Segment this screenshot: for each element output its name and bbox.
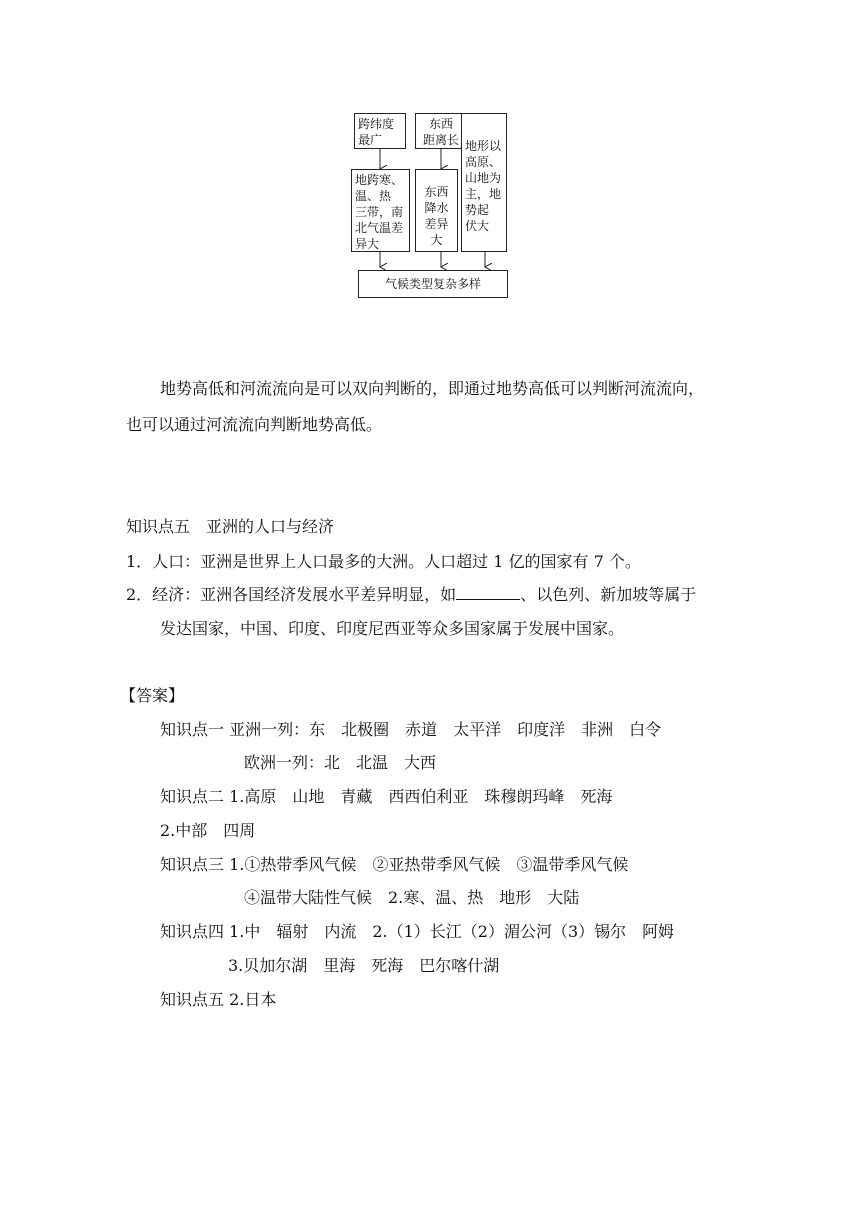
answers-heading: 【答案】 <box>120 686 185 705</box>
section-item-2-before: 2．经济：亚洲各国经济发展水平差异明显，如 <box>126 585 457 604</box>
box-eastwest: 东西 距离长 <box>415 113 467 149</box>
fill-in-blank <box>456 585 520 600</box>
box-temperature: 地跨寒、 温、热 三带，南 北气温差 异大 <box>351 169 410 252</box>
section-item-2-continued: 发达国家，中国、印度、印度尼西亚等众多国家属于发展中国家。 <box>160 619 625 638</box>
box-precipitation: 东西 降水 差异大 <box>415 169 458 252</box>
answer-k1-line-2: 欧洲一列：北 北温 大西 <box>244 753 437 772</box>
section-item-1: 1．人口：亚洲是世界上人口最多的大洲。人口超过 1 亿的国家有 7 个。 <box>126 552 641 571</box>
box-result: 气候类型复杂多样 <box>358 270 508 298</box>
answer-k5: 知识点五 2.日本 <box>160 990 277 1009</box>
answer-k1-line-1: 知识点一 亚洲一列：东 北极圈 赤道 太平洋 印度洋 非洲 白令 <box>160 720 662 739</box>
section-item-2 <box>126 585 696 605</box>
paragraph-line-2: 也可以通过河流流向判断地势高低。 <box>126 415 383 434</box>
answer-k3-line-1: 知识点三 1.①热带季风气候 ②亚热带季风气候 ③温带季风气候 <box>160 855 629 874</box>
answer-k4-line-1: 知识点四 1.中 辐射 内流 2.（1）长江（2）湄公河（3）锡尔 阿姆 <box>160 922 675 941</box>
answer-k2-line-2: 2.中部 四周 <box>160 821 256 840</box>
box-terrain: 地形以 高原、 山地为 主，地 势起 伏大 <box>461 113 507 252</box>
paragraph-line-1: 地势高低和河流流向是可以双向判断的，即通过地势高低可以判断河流流向， <box>160 379 705 398</box>
answer-k4-line-2: 3.贝加尔湖 里海 死海 巴尔喀什湖 <box>228 956 500 975</box>
section-item-2-after: 、以色列、新加坡等属于 <box>520 585 697 604</box>
answer-k2-line-1: 知识点二 1.高原 山地 青藏 西西伯利亚 珠穆朗玛峰 死海 <box>160 787 613 806</box>
box-latitude: 跨纬度 最广 <box>354 113 406 149</box>
answer-k3-line-2: ④温带大陆性气候 2.寒、温、热 地形 大陆 <box>244 888 580 907</box>
section-title: 知识点五 亚洲的人口与经济 <box>126 517 335 536</box>
